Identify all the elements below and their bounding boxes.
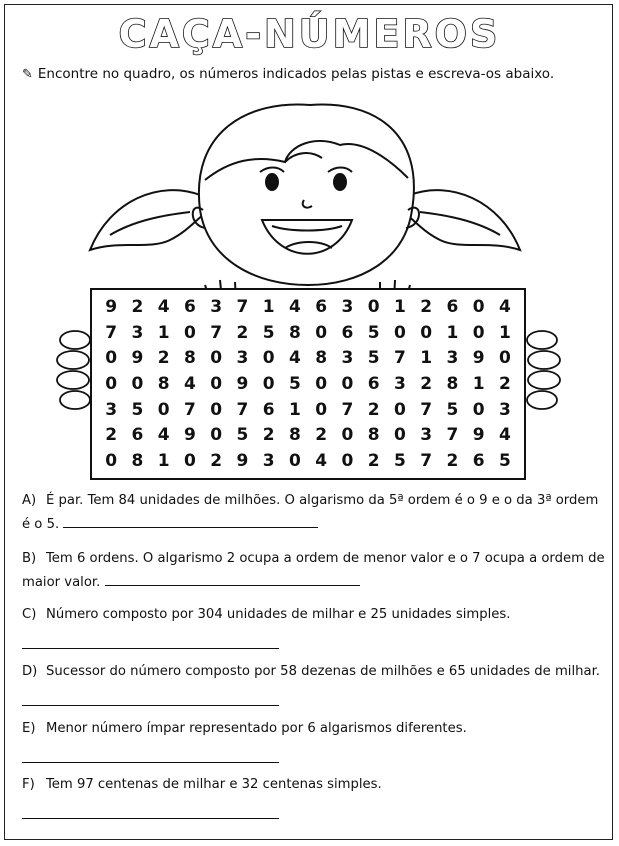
grid-cell: 1: [288, 399, 301, 420]
grid-cell: 2: [315, 425, 328, 446]
grid-cell: 2: [262, 425, 275, 446]
grid-cell: 1: [446, 322, 459, 343]
grid-cell: 7: [183, 399, 196, 420]
grid-cell: 0: [341, 425, 354, 446]
grid-cell: 6: [367, 373, 380, 394]
grid-cell: 8: [315, 348, 328, 369]
grid-cell: 4: [157, 425, 170, 446]
grid-cell: 0: [393, 425, 406, 446]
grid-cell: 8: [446, 373, 459, 394]
grid-cell: 5: [446, 399, 459, 420]
instruction-text: Encontre no quadro, os números indicados pelas pistas e escreva-os abaixo.: [37, 66, 555, 82]
grid-cell: 2: [236, 322, 249, 343]
grid-cell: 8: [157, 373, 170, 394]
grid-cell: 6: [183, 296, 196, 317]
grid-cell: 1: [420, 348, 433, 369]
grid-cell: 7: [341, 399, 354, 420]
grid-cell: 0: [157, 399, 170, 420]
grid-cell: 2: [420, 296, 433, 317]
grid-cell: 2: [131, 296, 144, 317]
grid-cell: 0: [472, 296, 485, 317]
grid-cell: 2: [105, 425, 118, 446]
grid-cell: 8: [367, 425, 380, 446]
grid-cell: 5: [262, 322, 275, 343]
answer-line-f[interactable]: [22, 818, 279, 819]
grid-cell: 0: [210, 425, 223, 446]
grid-cell: 4: [157, 296, 170, 317]
grid-cell: 0: [183, 322, 196, 343]
grid-cell: 0: [367, 296, 380, 317]
grid-cell: 4: [498, 425, 511, 446]
grid-cell: 7: [420, 399, 433, 420]
grid-cell: 0: [315, 373, 328, 394]
grid-cell: 3: [131, 322, 144, 343]
grid-cell: 0: [210, 399, 223, 420]
grid-cell: 0: [262, 348, 275, 369]
grid-cell: 0: [105, 451, 118, 472]
grid-cell: 3: [341, 296, 354, 317]
grid-cell: 8: [131, 451, 144, 472]
grid-cell: 0: [210, 348, 223, 369]
number-grid: [90, 288, 526, 480]
grid-cell: 0: [315, 399, 328, 420]
grid-cell: 6: [446, 296, 459, 317]
grid-cell: 1: [157, 322, 170, 343]
answer-line-e[interactable]: [22, 762, 279, 763]
grid-cell: 7: [210, 322, 223, 343]
grid-cell: 1: [498, 322, 511, 343]
grid-cell: 5: [367, 322, 380, 343]
grid-cell: 7: [236, 399, 249, 420]
grid-cell: 6: [315, 296, 328, 317]
answer-line-b[interactable]: [105, 571, 360, 586]
grid-cell: 6: [262, 399, 275, 420]
grid-cell: 0: [420, 322, 433, 343]
grid-cell: 0: [105, 348, 118, 369]
grid-cell: 6: [341, 322, 354, 343]
grid-cell: 9: [236, 451, 249, 472]
grid-cell: 9: [183, 425, 196, 446]
grid-cell: 7: [446, 425, 459, 446]
grid-cell: 2: [446, 451, 459, 472]
grid-cell: 7: [393, 348, 406, 369]
grid-cell: 7: [420, 451, 433, 472]
grid-cell: 2: [367, 451, 380, 472]
question-b: B) Tem 6 ordens. O algarismo 2 ocupa a ordem de menor valor e o 7 ocupa a ordem de maior valor.: [22, 551, 605, 590]
grid-cell: 4: [288, 348, 301, 369]
grid-cell: 4: [288, 296, 301, 317]
grid-cell: 7: [105, 322, 118, 343]
grid-cell: 0: [131, 373, 144, 394]
grid-cell: 7: [236, 296, 249, 317]
grid-cell: 8: [288, 322, 301, 343]
grid-cell: 0: [393, 322, 406, 343]
instruction: [22, 66, 554, 82]
grid-cell: 3: [236, 348, 249, 369]
question-c: C) Número composto por 304 unidades de milhar e 25 unidades simples.: [22, 607, 511, 622]
grid-cell: 5: [393, 451, 406, 472]
grid-cell: 9: [105, 296, 118, 317]
grid-cell: 3: [210, 296, 223, 317]
pencil-icon: ✎: [22, 67, 33, 82]
grid-cell: 3: [341, 348, 354, 369]
grid-cell: 3: [446, 348, 459, 369]
grid-cell: 4: [183, 373, 196, 394]
grid-cell: 0: [341, 451, 354, 472]
grid-cell: 5: [367, 348, 380, 369]
grid-cell: 0: [341, 373, 354, 394]
grid-cell: 0: [393, 399, 406, 420]
question-d: D) Sucessor do número composto por 58 dezenas de milhões e 65 unidades de milhar.: [22, 664, 600, 679]
grid-cell: 4: [498, 296, 511, 317]
grid-cell: 5: [288, 373, 301, 394]
grid-cell: 1: [157, 451, 170, 472]
grid-cell: 3: [420, 425, 433, 446]
grid-cell: 0: [288, 451, 301, 472]
girl-illustration: [40, 100, 580, 300]
grid-cell: 1: [472, 373, 485, 394]
grid-cell: 9: [131, 348, 144, 369]
grid-cell: 0: [472, 322, 485, 343]
grid-cell: 4: [315, 451, 328, 472]
grid-cell: 1: [262, 296, 275, 317]
grid-cell: 2: [210, 451, 223, 472]
grid-cell: 9: [472, 348, 485, 369]
grid-cell: 9: [236, 373, 249, 394]
grid-cell: 3: [498, 399, 511, 420]
grid-cell: 5: [131, 399, 144, 420]
grid-cell: 6: [472, 451, 485, 472]
question-e: E) Menor número ímpar representado por 6 algarismos diferentes.: [22, 721, 467, 736]
question-a: A) É par. Tem 84 unidades de milhões. O algarismo da 5ª ordem é o 9 e o da 3ª ordem é o 5.: [22, 493, 599, 532]
question-f: F) Tem 97 centenas de milhar e 32 centenas simples.: [22, 777, 382, 792]
grid-cell: 8: [183, 348, 196, 369]
answer-line-c[interactable]: [22, 648, 279, 649]
grid-cell: 2: [420, 373, 433, 394]
grid-cell: 8: [288, 425, 301, 446]
grid-cell: 6: [131, 425, 144, 446]
grid-cell: 0: [472, 399, 485, 420]
grid-cell: 0: [105, 373, 118, 394]
grid-cell: 0: [262, 373, 275, 394]
answer-line-d[interactable]: [22, 705, 279, 706]
grid-cell: 1: [393, 296, 406, 317]
grid-cell: 0: [498, 348, 511, 369]
grid-cell: 3: [393, 373, 406, 394]
answer-line-a[interactable]: [63, 513, 318, 528]
grid-cell: 5: [498, 451, 511, 472]
right-hand-illustration: [522, 326, 562, 416]
grid-cell: 2: [498, 373, 511, 394]
grid-cell: 3: [262, 451, 275, 472]
grid-cell: 3: [105, 399, 118, 420]
grid-cell: 0: [315, 322, 328, 343]
grid-cell: 0: [183, 451, 196, 472]
grid-cell: 2: [367, 399, 380, 420]
grid-cell: 0: [210, 373, 223, 394]
left-hand-illustration: [55, 326, 95, 416]
page-title: CAÇA-NÚMEROS: [118, 12, 501, 56]
grid-cell: 2: [157, 348, 170, 369]
grid-cell: 5: [236, 425, 249, 446]
grid-cell: 9: [472, 425, 485, 446]
